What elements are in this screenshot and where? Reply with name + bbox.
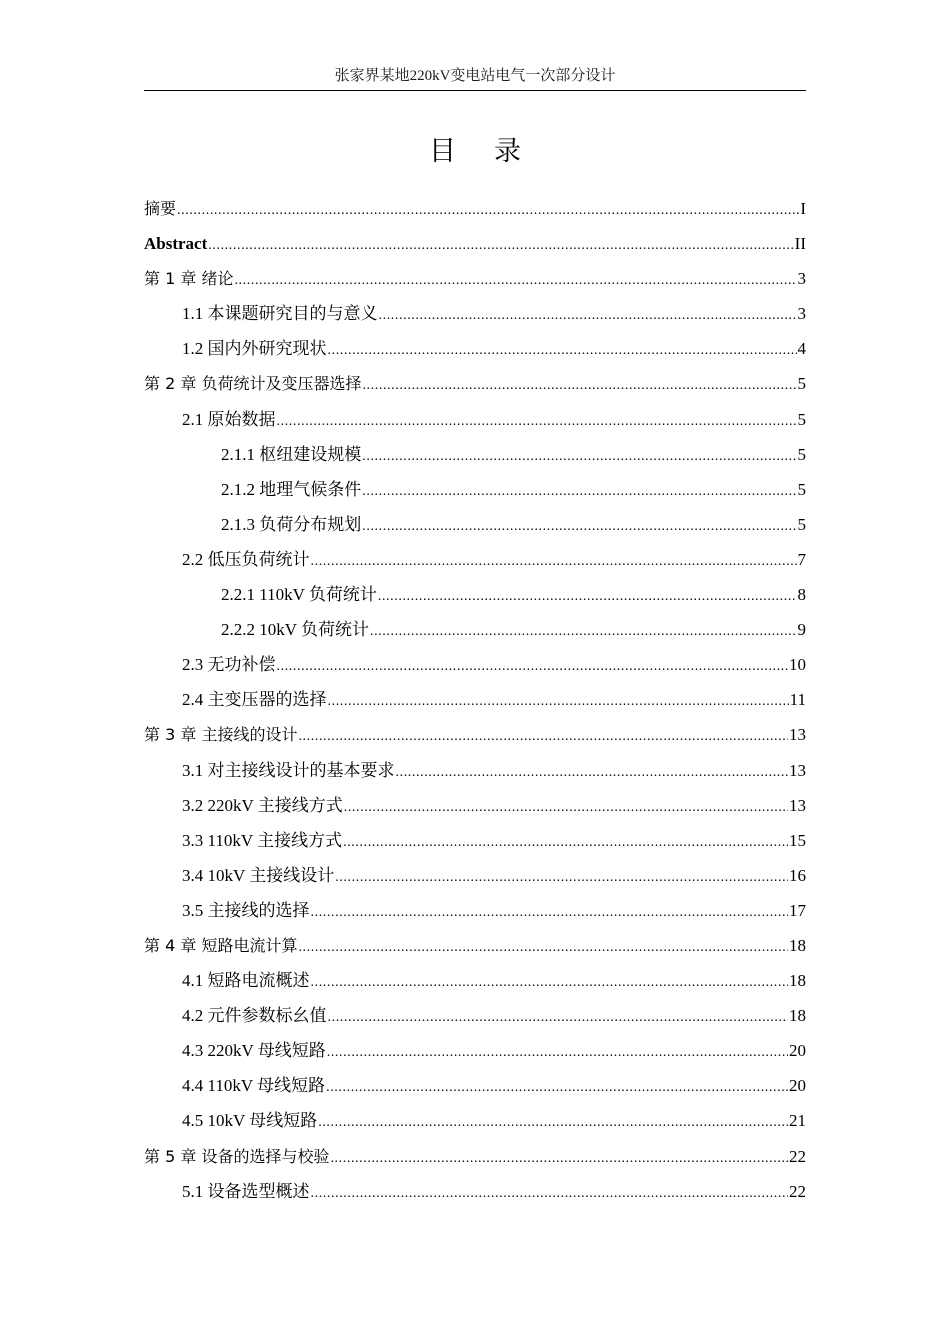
toc-entry-label: 2.1.1 枢纽建设规模 bbox=[221, 444, 362, 464]
toc-entry[interactable] bbox=[144, 823, 806, 858]
toc-entry-page: 3 bbox=[797, 269, 806, 289]
toc-entry[interactable] bbox=[144, 682, 806, 717]
toc-entry[interactable] bbox=[144, 612, 806, 647]
toc-entry-label: 1.2 国内外研究现状 bbox=[182, 339, 327, 359]
toc-entry-page: 18 bbox=[789, 971, 806, 991]
toc-entry-label: 4.4 110kV 母线短路 bbox=[182, 1076, 326, 1096]
toc-entry-label: 第 2 章 负荷统计及变压器选择 bbox=[144, 374, 362, 394]
toc-entry-page: 22 bbox=[789, 1181, 806, 1201]
toc-entry-label: 3.2 220kV 主接线方式 bbox=[182, 795, 343, 815]
toc-entry-label: 2.3 无功补偿 bbox=[182, 655, 276, 675]
toc-entry-page: 7 bbox=[797, 549, 806, 569]
toc-entry[interactable] bbox=[144, 858, 806, 893]
toc-dot-leader bbox=[234, 263, 796, 298]
toc-entry-page: 5 bbox=[797, 374, 806, 394]
toc-entry[interactable] bbox=[144, 717, 806, 752]
toc-entry-page: 3 bbox=[797, 304, 806, 324]
toc-entry-page: 5 bbox=[797, 444, 806, 464]
toc-entry[interactable] bbox=[144, 1068, 806, 1103]
toc-entry-label: Abstract bbox=[144, 234, 208, 254]
toc-entry-page: 4 bbox=[797, 339, 806, 359]
toc-dot-leader bbox=[277, 649, 789, 684]
toc-dot-leader bbox=[277, 404, 797, 439]
toc-entry-label: 3.4 10kV 主接线设计 bbox=[182, 865, 335, 885]
header-rule bbox=[144, 90, 806, 91]
toc-entry[interactable] bbox=[144, 507, 806, 542]
toc-entry[interactable] bbox=[144, 402, 806, 437]
toc-entry-page: 10 bbox=[789, 655, 806, 675]
toc-entry[interactable] bbox=[144, 577, 806, 612]
toc-entry-label: 3.1 对主接线设计的基本要求 bbox=[182, 760, 395, 780]
toc-entry-page: 8 bbox=[797, 585, 806, 605]
table-of-contents bbox=[144, 191, 806, 1209]
toc-entry-label: 2.1.2 地理气候条件 bbox=[221, 479, 362, 499]
toc-dot-leader bbox=[330, 1141, 788, 1176]
toc-entry-label: 第 5 章 设备的选择与校验 bbox=[144, 1146, 330, 1166]
toc-entry-label: 第 4 章 短路电流计算 bbox=[144, 935, 298, 955]
toc-entry[interactable] bbox=[144, 472, 806, 507]
toc-entry-label: 2.2.2 10kV 负荷统计 bbox=[221, 620, 369, 640]
toc-entry-page: 5 bbox=[797, 514, 806, 534]
toc-entry-label: 2.2.1 110kV 负荷统计 bbox=[221, 585, 377, 605]
toc-dot-leader bbox=[311, 965, 789, 1000]
toc-dot-leader bbox=[335, 860, 788, 895]
toc-entry-page: 5 bbox=[797, 479, 806, 499]
toc-entry[interactable] bbox=[144, 437, 806, 472]
toc-dot-leader bbox=[326, 1070, 788, 1105]
toc-entry[interactable] bbox=[144, 226, 806, 261]
toc-entry-page: 5 bbox=[797, 409, 806, 429]
toc-entry-page: 13 bbox=[789, 795, 806, 815]
toc-dot-leader bbox=[328, 1000, 789, 1035]
toc-dot-leader bbox=[370, 614, 797, 649]
toc-entry-page: 17 bbox=[789, 900, 806, 920]
toc-entry-page: 22 bbox=[789, 1146, 806, 1166]
toc-entry[interactable] bbox=[144, 647, 806, 682]
toc-title: 目录 bbox=[429, 136, 559, 167]
toc-entry-page: II bbox=[794, 234, 806, 254]
toc-entry-page: 18 bbox=[789, 935, 806, 955]
toc-entry[interactable] bbox=[144, 963, 806, 998]
toc-entry-label: 2.1.3 负荷分布规划 bbox=[221, 514, 362, 534]
toc-dot-leader bbox=[177, 193, 799, 228]
toc-entry-page: 9 bbox=[797, 620, 806, 640]
toc-entry[interactable] bbox=[144, 191, 806, 226]
toc-entry-page: 20 bbox=[789, 1076, 806, 1096]
toc-dot-leader bbox=[298, 719, 788, 754]
toc-entry-label: 3.3 110kV 主接线方式 bbox=[182, 830, 343, 850]
toc-entry[interactable] bbox=[144, 998, 806, 1033]
toc-entry[interactable] bbox=[144, 1174, 806, 1209]
toc-dot-leader bbox=[362, 474, 796, 509]
toc-entry-label: 5.1 设备选型概述 bbox=[182, 1181, 310, 1201]
toc-entry-page: 13 bbox=[789, 760, 806, 780]
toc-entry-label: 4.1 短路电流概述 bbox=[182, 971, 310, 991]
toc-dot-leader bbox=[362, 439, 796, 474]
toc-dot-leader bbox=[318, 1105, 788, 1140]
toc-dot-leader bbox=[328, 333, 797, 368]
toc-entry-label: 4.5 10kV 母线短路 bbox=[182, 1111, 318, 1131]
toc-entry-label: 2.2 低压负荷统计 bbox=[182, 549, 310, 569]
toc-entry-page: 15 bbox=[789, 830, 806, 850]
toc-entry-label: 2.4 主变压器的选择 bbox=[182, 690, 327, 710]
toc-entry-label: 4.2 元件参数标幺值 bbox=[182, 1006, 327, 1026]
toc-dot-leader bbox=[379, 298, 797, 333]
toc-entry-page: 13 bbox=[789, 725, 806, 745]
toc-entry[interactable] bbox=[144, 296, 806, 331]
toc-entry-label: 第 1 章 绪论 bbox=[144, 269, 234, 289]
toc-entry[interactable] bbox=[144, 1103, 806, 1138]
toc-dot-leader bbox=[362, 509, 796, 544]
toc-dot-leader bbox=[327, 1035, 788, 1070]
toc-entry-label: 3.5 主接线的选择 bbox=[182, 900, 310, 920]
toc-dot-leader bbox=[328, 684, 789, 719]
toc-entry-page: 21 bbox=[789, 1111, 806, 1131]
toc-entry[interactable] bbox=[144, 542, 806, 577]
toc-entry-label: 第 3 章 主接线的设计 bbox=[144, 725, 298, 745]
toc-dot-leader bbox=[343, 825, 788, 860]
toc-entry[interactable] bbox=[144, 893, 806, 928]
toc-entry-page: 18 bbox=[789, 1006, 806, 1026]
toc-dot-leader bbox=[311, 895, 789, 930]
toc-dot-leader bbox=[344, 790, 788, 825]
toc-entry-label: 摘要 bbox=[144, 199, 177, 218]
toc-dot-leader bbox=[311, 1176, 789, 1211]
toc-entry[interactable] bbox=[144, 928, 806, 963]
toc-entry-page: 16 bbox=[789, 865, 806, 885]
toc-entry[interactable] bbox=[144, 788, 806, 823]
toc-entry[interactable] bbox=[144, 331, 806, 366]
toc-entry[interactable] bbox=[144, 261, 806, 296]
toc-entry[interactable] bbox=[144, 1139, 806, 1174]
toc-dot-leader bbox=[362, 368, 796, 403]
toc-entry-label: 1.1 本课题研究目的与意义 bbox=[182, 304, 378, 324]
toc-dot-leader bbox=[378, 579, 797, 614]
toc-dot-leader bbox=[208, 228, 793, 263]
toc-entry-page: I bbox=[800, 199, 806, 218]
toc-dot-leader bbox=[298, 930, 788, 965]
toc-entry[interactable] bbox=[144, 753, 806, 788]
toc-entry-label: 2.1 原始数据 bbox=[182, 409, 276, 429]
running-header: 张家界某地220kV变电站电气一次部分设计 bbox=[334, 68, 616, 84]
toc-entry-label: 4.3 220kV 母线短路 bbox=[182, 1041, 326, 1061]
toc-entry-page: 11 bbox=[789, 690, 806, 710]
toc-dot-leader bbox=[396, 755, 789, 790]
toc-entry[interactable] bbox=[144, 366, 806, 401]
toc-dot-leader bbox=[311, 544, 797, 579]
toc-entry[interactable] bbox=[144, 1033, 806, 1068]
toc-entry-page: 20 bbox=[789, 1041, 806, 1061]
